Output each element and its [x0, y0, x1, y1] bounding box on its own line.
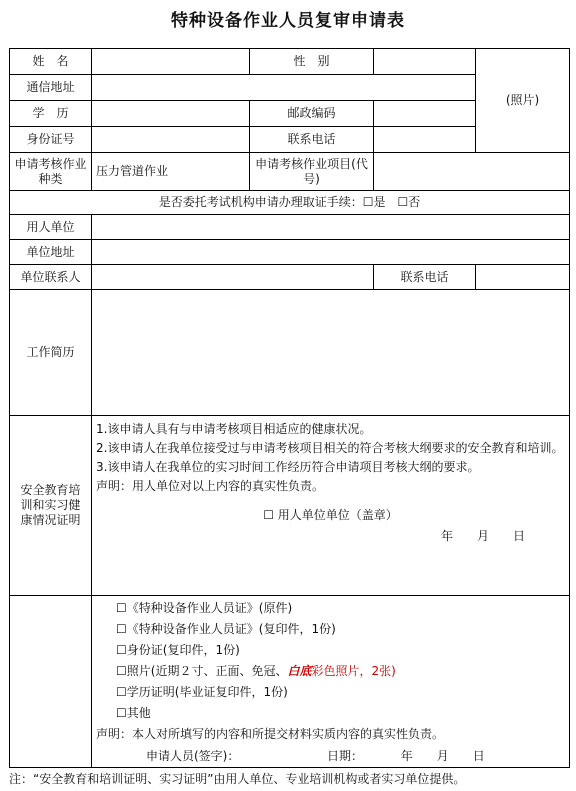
row-entrust — [10, 191, 570, 215]
doc-item-photo[interactable] — [96, 661, 565, 682]
footnote: 注：“安全教育和培训证明、实习证明”由用人单位、专业培训机构或者实习单位提供。 — [9, 772, 466, 786]
photo-label: (照片) — [505, 93, 540, 107]
gender-field[interactable] — [374, 49, 476, 75]
phone-label: 联系电话 — [250, 127, 374, 153]
address-label: 通信地址 — [10, 75, 92, 101]
safety-item-2: 2.该申请人在我单位接受过与申请考核项目相关的符合考核大纲要求的安全教育和培训。 — [96, 441, 564, 455]
signature-line[interactable] — [96, 745, 565, 767]
id-field[interactable] — [92, 127, 250, 153]
safety-statement: 声明：用人单位对以上内容的真实性负责。 — [96, 479, 325, 493]
employer-phone-label: 联系电话 — [374, 265, 476, 290]
postcode-label: 邮政编码 — [250, 101, 374, 127]
doc-item-id-copy[interactable]: ☐身份证(复印件，1份) — [116, 643, 240, 657]
doc-item-certificate-copy[interactable]: ☐《特种设备作业人员证》(复印件，1份) — [116, 622, 336, 636]
project-field[interactable] — [374, 153, 570, 191]
row-category — [10, 153, 570, 191]
project-label: 申请考核作业项目(代号) — [250, 153, 374, 191]
entrust-question[interactable]: 是否委托考试机构申请办理取证手续：☐是 ☐否 — [10, 191, 570, 215]
id-label: 身份证号 — [10, 127, 92, 153]
employer-field[interactable] — [92, 215, 570, 240]
row-resume — [10, 290, 570, 416]
doc-photo-suffix: 彩色照片，2张) — [311, 664, 396, 678]
documents-label-empty — [10, 596, 92, 768]
category-label: 申请考核作业种类 — [10, 153, 92, 191]
employer-phone-field[interactable] — [476, 265, 570, 290]
employer-contact-label: 单位联系人 — [10, 265, 92, 290]
doc-item-education[interactable]: ☐学历证明(毕业证复印件，1份) — [116, 685, 288, 699]
name-field[interactable] — [92, 49, 250, 75]
documents-statement: 声明：本人对所填写的内容和所提交材料实质内容的真实性负责。 — [96, 727, 445, 741]
row-name — [10, 49, 570, 75]
employer-address-field[interactable] — [92, 240, 570, 265]
education-label: 学 历 — [10, 101, 92, 127]
doc-item-other[interactable]: ☐其他 — [116, 706, 151, 720]
documents-content — [92, 596, 570, 768]
row-employer-address — [10, 240, 570, 265]
doc-photo-prefix: ☐照片(近期２寸、正面、免冠、 — [116, 664, 288, 678]
employer-address-label: 单位地址 — [10, 240, 92, 265]
name-label: 姓 名 — [10, 49, 92, 75]
date-label: 日期： — [327, 749, 364, 763]
address-field[interactable] — [92, 75, 476, 101]
safety-date[interactable]: 年 月 日 — [441, 529, 526, 543]
gender-label: 性 别 — [250, 49, 374, 75]
category-value[interactable]: 压力管道作业 — [92, 153, 250, 191]
safety-label: 安全教育培训和实习健康情况证明 — [10, 416, 92, 596]
row-employer-contact — [10, 265, 570, 290]
postcode-field[interactable] — [374, 101, 476, 127]
safety-content — [92, 416, 570, 596]
employer-stamp-line[interactable]: ☐ 用人单位单位（盖章） — [263, 508, 398, 522]
signer-label: 申请人员(签字)： — [146, 749, 240, 763]
phone-field[interactable] — [374, 127, 476, 153]
form-title: 特种设备作业人员复审申请表 — [171, 11, 405, 31]
doc-photo-highlight: 白底 — [287, 664, 312, 678]
safety-item-3: 3.该申请人在我单位的实习时间工作经历符合申请项目考核大纲的要求。 — [96, 460, 480, 474]
date-fields: 年 月 日 — [400, 749, 485, 763]
employer-label: 用人单位 — [10, 215, 92, 240]
resume-label: 工作简历 — [10, 290, 92, 416]
resume-field[interactable] — [92, 290, 570, 416]
application-form-table — [9, 48, 570, 768]
row-employer — [10, 215, 570, 240]
education-field[interactable] — [92, 101, 250, 127]
row-safety — [10, 416, 570, 596]
doc-item-certificate-original[interactable]: ☐《特种设备作业人员证》(原件) — [116, 601, 293, 615]
employer-contact-field[interactable] — [92, 265, 374, 290]
photo-box[interactable] — [476, 49, 570, 153]
row-documents — [10, 596, 570, 768]
safety-item-1: 1.该申请人具有与申请考核项目相适应的健康状况。 — [96, 422, 372, 436]
